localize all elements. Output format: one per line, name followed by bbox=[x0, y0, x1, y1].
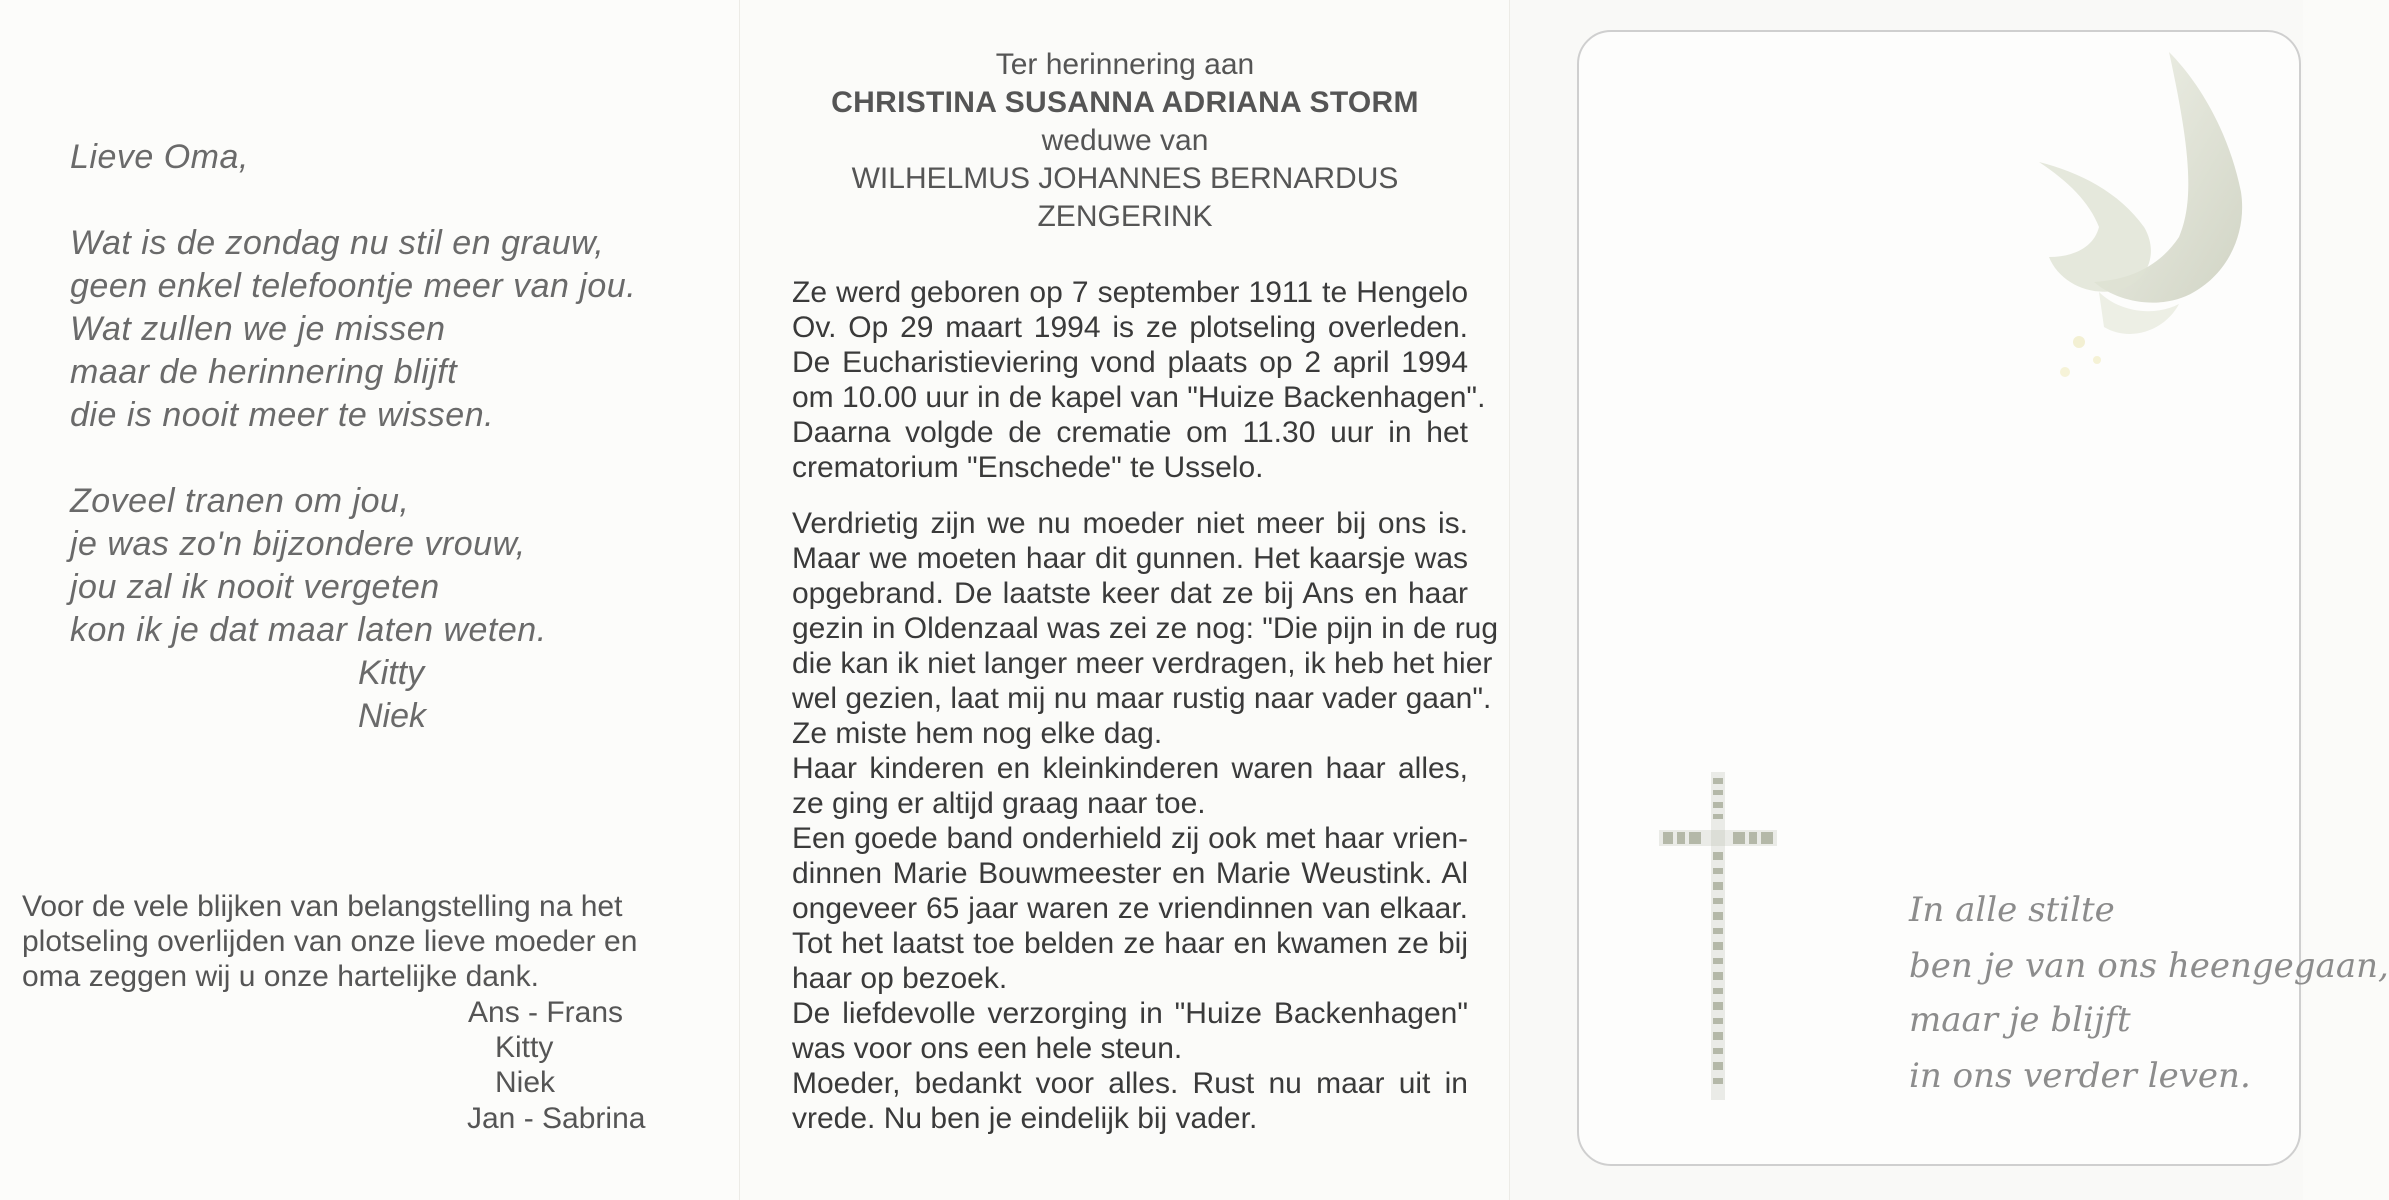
verse-line: in ons verder leven. bbox=[1909, 1056, 2251, 1096]
paragraph-line: was voor ons een hele steun. bbox=[792, 1032, 1183, 1065]
right-panel bbox=[1510, 0, 2389, 1200]
poem-line: Wat zullen we je missen bbox=[70, 310, 446, 348]
dove-illustration bbox=[1979, 42, 2279, 422]
paragraph-line: Moeder, bedankt voor alles. Rust nu maar uit in bbox=[792, 1067, 1468, 1100]
poem-line: die is nooit meer te wissen. bbox=[70, 396, 495, 434]
poem-line: Zoveel tranen om jou, bbox=[70, 482, 410, 520]
thanks-line: oma zeggen wij u onze hartelijke dank. bbox=[22, 960, 539, 993]
poem-line: maar de herinnering blijft bbox=[70, 353, 458, 391]
verse-line: maar je blijft bbox=[1909, 1000, 2131, 1040]
verse-line: In alle stilte bbox=[1909, 890, 2115, 930]
paragraph-line: Maar we moeten haar dit gunnen. Het kaarsje was bbox=[792, 542, 1468, 575]
paragraph-line: Ov. Op 29 maart 1994 is ze plotseling overleden. bbox=[792, 311, 1468, 344]
paragraph-line: die kan ik niet langer meer verdragen, ik heb het hier bbox=[792, 647, 1493, 680]
heading-intro: Ter herinnering aan bbox=[995, 48, 1255, 81]
thanks-signature: Niek bbox=[495, 1066, 556, 1099]
paragraph-line: wel gezien, laat mij nu maar rustig naar vader gaan". bbox=[792, 682, 1492, 715]
heading-relation: weduwe van bbox=[1041, 124, 1209, 157]
paragraph-line: vrede. Nu ben je eindelijk bij vader. bbox=[792, 1102, 1258, 1135]
paragraph-line: ze ging er altijd graag naar toe. bbox=[792, 787, 1206, 820]
paragraph-line: De Eucharistieviering vond plaats op 2 april 1994 bbox=[792, 346, 1468, 379]
paragraph-line: crematorium "Enschede" te Usselo. bbox=[792, 451, 1264, 484]
thanks-line: Voor de vele blijken van belangstelling na het bbox=[22, 890, 623, 923]
paragraph-line: opgebrand. De laatste keer dat ze bij Ans en haar bbox=[792, 577, 1468, 610]
paragraph-line: haar op bezoek. bbox=[792, 962, 1008, 995]
poem-greeting: Lieve Oma, bbox=[70, 138, 249, 176]
thanks-signature: Ans - Frans bbox=[468, 996, 624, 1029]
paragraph-line: Ze miste hem nog elke dag. bbox=[792, 717, 1163, 750]
middle-panel bbox=[740, 0, 1510, 1200]
cross-icon bbox=[1659, 772, 1779, 1102]
thanks-line: plotseling overlijden van onze lieve moeder en bbox=[22, 925, 638, 958]
poem-line: geen enkel telefoontje meer van jou. bbox=[70, 267, 637, 305]
poem-line: je was zo'n bijzondere vrouw, bbox=[70, 525, 526, 563]
spouse-surname: ZENGERINK bbox=[1037, 200, 1213, 233]
verse-line: ben je van ons heengegaan, bbox=[1909, 946, 2389, 986]
paragraph-line: dinnen Marie Bouwmeester en Marie Weustink. Al bbox=[792, 857, 1468, 890]
poem-signature: Kitty bbox=[358, 654, 425, 692]
memorial-card-front bbox=[1577, 30, 2389, 1166]
paragraph-line: Daarna volgde de crematie om 11.30 uur in het bbox=[792, 416, 1468, 449]
paragraph-line: Haar kinderen en kleinkinderen waren haar alles, bbox=[792, 752, 1468, 785]
spouse-name: WILHELMUS JOHANNES BERNARDUS bbox=[851, 162, 1399, 195]
poem-line: Wat is de zondag nu stil en grauw, bbox=[70, 224, 605, 262]
paragraph-line: om 10.00 uur in de kapel van "Huize Backenhagen". bbox=[792, 381, 1486, 414]
paragraph-line: gezin in Oldenzaal was zei ze nog: "Die pijn in de rug bbox=[792, 612, 1499, 645]
paragraph-line: Een goede band onderhield zij ook met haar vrien- bbox=[792, 822, 1468, 855]
paragraph-line: De liefdevolle verzorging in "Huize Backenhagen" bbox=[792, 997, 1468, 1030]
paragraph-line: Ze werd geboren op 7 september 1911 te Hengelo bbox=[792, 276, 1468, 309]
poem-signature: Niek bbox=[358, 697, 427, 735]
paragraph-line: ongeveer 65 jaar waren ze vriendinnen van elkaar. bbox=[792, 892, 1468, 925]
thanks-signature: Kitty bbox=[495, 1031, 554, 1064]
paragraph-line: Verdrietig zijn we nu moeder niet meer bij ons is. bbox=[792, 507, 1468, 540]
deceased-name: CHRISTINA SUSANNA ADRIANA STORM bbox=[831, 86, 1419, 119]
poem-line: jou zal ik nooit vergeten bbox=[70, 568, 440, 606]
paragraph-line: Tot het laatst toe belden ze haar en kwamen ze bij bbox=[792, 927, 1468, 960]
thanks-signature: Jan - Sabrina bbox=[467, 1102, 646, 1135]
poem-line: kon ik je dat maar laten weten. bbox=[70, 611, 547, 649]
left-panel bbox=[0, 0, 740, 1200]
